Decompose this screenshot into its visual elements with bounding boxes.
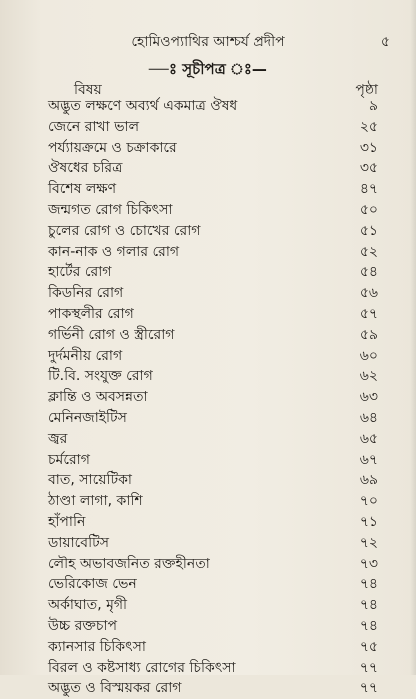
toc-entry-title: পর্য্যায়ক্রমে ও চক্রাকারে bbox=[48, 139, 177, 156]
toc-entry bbox=[48, 512, 378, 533]
toc-entry bbox=[48, 96, 378, 117]
toc-entry-page: ৭৭ bbox=[359, 659, 378, 676]
toc-column-header bbox=[0, 78, 416, 96]
toc-entry-title: ঔষধের চরিত্র bbox=[48, 160, 123, 177]
toc-entry-title: বিরল ও কষ্টসাধ্য রোগের চিকিৎসা bbox=[48, 659, 236, 676]
toc-entry bbox=[48, 346, 378, 367]
toc-entry-title: টি.বি. সংযুক্ত রোগ bbox=[48, 368, 153, 385]
toc-entry bbox=[48, 470, 378, 491]
toc-entry bbox=[48, 325, 378, 346]
toc-entry-page: ৯ bbox=[368, 98, 378, 114]
toc-entry-title: বিশেষ লক্ষণ bbox=[48, 181, 117, 198]
toc-entry-page: ৭৪ bbox=[359, 576, 378, 593]
toc-entry-page: ২৫ bbox=[359, 118, 378, 135]
toc-entry-page: ৭৪ bbox=[359, 597, 378, 614]
running-header bbox=[0, 30, 416, 52]
toc-entry bbox=[48, 429, 378, 450]
toc-entry-page: ৭৩ bbox=[359, 555, 378, 572]
toc-entry-page: ৭৫ bbox=[359, 638, 378, 655]
toc-entry bbox=[48, 283, 378, 304]
toc-entry bbox=[48, 158, 378, 179]
toc-entry-page: ৬২ bbox=[359, 368, 378, 385]
toc-heading: —ঃ সূচীপত্র ঃ— bbox=[149, 60, 267, 78]
toc-entry-title: হাঁপানি bbox=[48, 513, 86, 530]
toc-entry-title: চর্মরোগ bbox=[48, 451, 90, 468]
page-column-label: পৃষ্ঠা bbox=[355, 82, 378, 98]
toc-entry-page: ৫৯ bbox=[359, 326, 378, 343]
toc-entry-page: ৬৯ bbox=[359, 472, 378, 489]
toc-entry-title: উচ্চ রক্তচাপ bbox=[48, 617, 118, 634]
toc-entry-page: ৫৬ bbox=[359, 285, 378, 302]
toc-entry bbox=[48, 387, 378, 408]
toc-entry bbox=[48, 117, 378, 138]
subject-column-label: বিষয় bbox=[74, 82, 102, 98]
toc-entry bbox=[48, 366, 378, 387]
toc-entry bbox=[48, 491, 378, 512]
toc-entry-page: ৫৭ bbox=[359, 305, 378, 322]
toc-entry bbox=[48, 574, 378, 595]
toc-entry-page: ৬০ bbox=[359, 347, 378, 364]
toc-entry-title: ক্লান্তি ও অবসন্নতা bbox=[48, 389, 148, 406]
toc-entry bbox=[48, 200, 378, 221]
toc-entry bbox=[48, 595, 378, 616]
toc-list bbox=[48, 96, 378, 699]
toc-entry-title: অদ্ভুত ও বিস্ময়কর রোগ bbox=[48, 680, 182, 697]
book-title: হোমিওপ্যাথির আশ্চর্য প্রদীপ bbox=[131, 34, 285, 50]
toc-entry-title: ভেরিকোজ ভেন bbox=[48, 576, 137, 593]
toc-entry-page: ৫২ bbox=[359, 243, 378, 260]
toc-entry bbox=[48, 658, 378, 679]
toc-entry-title: অদ্ভুত লক্ষণে অব্যর্থ একমাত্র ঔষধ bbox=[48, 98, 238, 114]
toc-entry-title: ক্যানসার চিকিৎসা bbox=[48, 638, 146, 655]
toc-entry-title: অর্কাঘাত, মৃগী bbox=[48, 597, 128, 614]
toc-entry-page: ৭৭ bbox=[359, 680, 378, 697]
toc-entry-page: ৭৪ bbox=[359, 617, 378, 634]
toc-entry-title: দুর্দমনীয় রোগ bbox=[48, 347, 123, 364]
toc-entry-title: হার্টের রোগ bbox=[48, 264, 112, 281]
toc-entry-title: কিডনির রোগ bbox=[48, 285, 124, 302]
toc-entry bbox=[48, 554, 378, 575]
toc-entry bbox=[48, 637, 378, 658]
toc-entry bbox=[48, 242, 378, 263]
toc-entry-title: পাকস্থলীর রোগ bbox=[48, 305, 134, 322]
toc-entry-page: ৭২ bbox=[359, 534, 378, 551]
toc-entry bbox=[48, 221, 378, 242]
toc-entry bbox=[48, 138, 378, 159]
toc-entry-title: জ্বর bbox=[48, 430, 68, 447]
toc-entry-page: ৬৭ bbox=[359, 451, 378, 468]
toc-entry bbox=[48, 533, 378, 554]
page-edge-shadow bbox=[410, 0, 416, 675]
toc-entry-page: ৭০ bbox=[359, 493, 378, 510]
toc-entry-page: ৬৫ bbox=[359, 430, 378, 447]
toc-entry-page: ৬৪ bbox=[359, 409, 378, 426]
toc-entry-page: ৫০ bbox=[359, 201, 378, 218]
toc-entry-title: ডায়াবেটিস bbox=[48, 534, 109, 551]
toc-entry-title: মেনিনজাইটিস bbox=[48, 409, 127, 426]
toc-entry bbox=[48, 616, 378, 637]
toc-entry bbox=[48, 450, 378, 471]
toc-entry-page: ৩৫ bbox=[359, 160, 378, 177]
toc-entry-page: ৩১ bbox=[359, 139, 378, 156]
toc-entry-page: ৬৩ bbox=[359, 389, 378, 406]
toc-entry bbox=[48, 179, 378, 200]
toc-entry-page: ৫১ bbox=[359, 222, 378, 239]
toc-entry-title: চুলের রোগ ও চোখের রোগ bbox=[48, 222, 201, 239]
page-number: ৫ bbox=[380, 34, 390, 50]
toc-entry bbox=[48, 678, 378, 699]
toc-entry-title: বাত, সায়েটিকা bbox=[48, 472, 132, 489]
toc-entry bbox=[48, 304, 378, 325]
toc-entry-title: জেনে রাখা ভাল bbox=[48, 118, 140, 135]
toc-entry-title: জন্মগত রোগ চিকিৎসা bbox=[48, 201, 173, 218]
toc-entry bbox=[48, 262, 378, 283]
toc-entry-title: কান-নাক ও গলার রোগ bbox=[48, 243, 180, 260]
toc-entry-page: ৫৪ bbox=[359, 264, 378, 281]
toc-entry-title: গর্ভিনী রোগ ও স্ত্রীরোগ bbox=[48, 326, 175, 343]
toc-entry-title: লৌহ অভাবজনিত রক্তহীনতা bbox=[48, 555, 210, 572]
toc-entry-title: ঠাণ্ডা লাগা, কাশি bbox=[48, 493, 143, 510]
toc-entry-page: ৭১ bbox=[359, 513, 378, 530]
toc-entry bbox=[48, 408, 378, 429]
toc-entry-page: ৪৭ bbox=[359, 181, 378, 198]
